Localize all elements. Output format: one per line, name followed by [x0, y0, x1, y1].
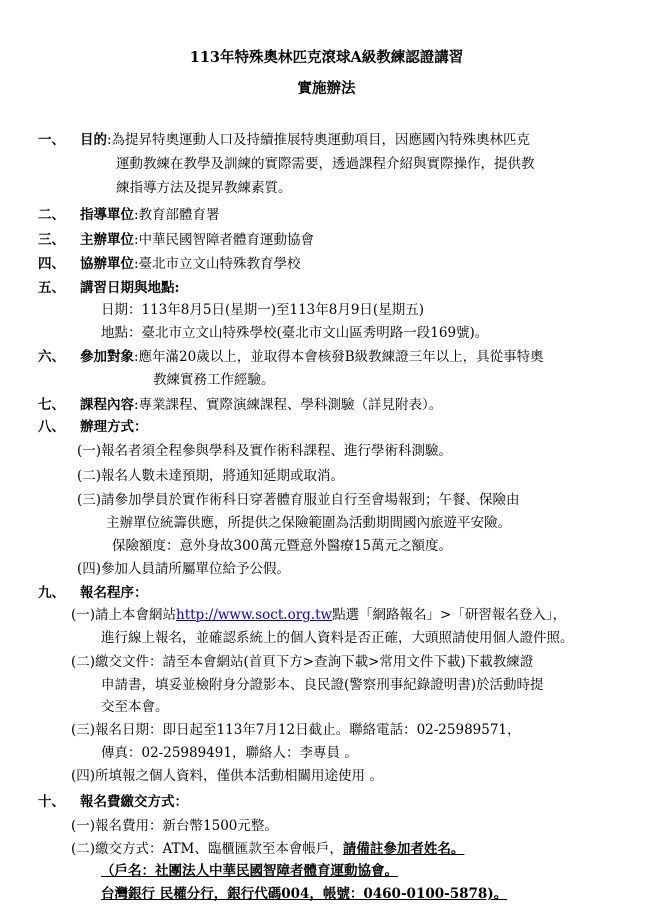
section-9-item-1-line-1	[71, 606, 566, 624]
bank-account-details: 台灣銀行 民權分行，銀行代碼004，帳號：0460-0100-5878)。	[101, 886, 508, 902]
section-8-item-1: (一)報名者須全程參與學科及實作術科課程、進行學術科測驗。	[77, 443, 453, 459]
section-10-item-2-remark: 請備註參加者姓名。	[342, 841, 465, 857]
section-9-item-2-line-3: 交至本會。	[101, 699, 169, 715]
section-5-number: 五、	[38, 280, 65, 296]
page-title: 113年特殊奧林匹克滾球A級教練認證講習	[189, 49, 464, 66]
website-link[interactable]: http://www.soct.org.tw	[176, 607, 333, 623]
section-9-item-3-line-1: (三)報名日期：即日起至113年7月12日截止。聯絡電話：02-25989571，	[71, 722, 521, 738]
section-10-number: 十、	[38, 794, 65, 810]
section-7-number: 七、	[38, 397, 65, 413]
section-2-text: :教育部體育署	[134, 207, 220, 223]
section-8-item-3-line-1: (三)請參加學員於實作術科日穿著體育服並自行至會場報到；午餐、保險由	[77, 492, 520, 508]
section-10-label: 報名費繳交方式：	[80, 794, 188, 810]
section-2-line	[80, 206, 220, 224]
section-8-label: 辦理方式：	[80, 419, 148, 435]
section-5-label: 講習日期與地點	[80, 280, 175, 296]
section-4-number: 四、	[38, 256, 65, 272]
section-10-item-1: (一)報名費用：新台幣1500元整。	[71, 818, 278, 834]
bank-account-name: （戶名：社團法人中華民國智障者體育運動協會。	[101, 863, 398, 879]
page-subtitle: 實施辦法	[297, 80, 356, 97]
section-3-number: 三、	[38, 232, 65, 248]
section-6-line-1	[80, 348, 544, 366]
section-6-number: 六、	[38, 349, 65, 365]
section-8-item-4: (四)參加人員請所屬單位給予公假。	[77, 561, 291, 577]
section-5-heading	[80, 279, 179, 297]
section-9-item-1-suffix: 點選「網路報名」>「研習報名登入」，	[332, 607, 567, 623]
section-7-text: :專業課程、實際演練課程、學科測驗（詳見附表）。	[134, 397, 443, 413]
section-5-place: 地點：臺北市立文山特殊學校(臺北市文山區秀明路一段169號)。	[101, 325, 489, 341]
section-9-item-4: (四)所填報之個人資料，僅供本活動相關用途使用 。	[71, 768, 383, 784]
section-9-number: 九、	[38, 585, 65, 601]
section-1-number: 一、	[38, 132, 65, 148]
section-9-label: 報名程序：	[80, 585, 148, 601]
section-1-label: 目的	[80, 132, 107, 148]
section-6-label: 參加對象	[80, 349, 134, 365]
section-8-item-3-line-3: 保險額度：意外身故300萬元暨意外醫療15萬元之額度。	[112, 538, 452, 554]
section-2-number: 二、	[38, 207, 65, 223]
section-8-item-2: (二)報名人數未達預期，將通知延期或取消。	[77, 468, 345, 484]
section-7-label: 課程內容	[80, 397, 134, 413]
section-1-line-2: 運動教練在教學及訓練的實際需要，透過課程介紹與實際操作，提供教	[116, 156, 535, 172]
section-1-line-3: 練指導方法及提昇教練素質。	[116, 180, 292, 196]
section-2-label: 指導單位	[80, 207, 134, 223]
section-4-label: 協辦單位	[80, 256, 134, 272]
section-9-item-1-prefix: (一)請上本會網站	[71, 607, 177, 623]
section-1-text: :為提昇特奧運動人口及持續推展特奧運動項目，因應國內特殊奧林匹克	[107, 132, 531, 148]
section-5-date: 日期：113年8月5日(星期一)至113年8月9日(星期五)	[101, 302, 424, 318]
section-4-text: :臺北市立文山特殊教育學校	[134, 256, 301, 272]
section-3-text: :中華民國智障者體育運動協會	[134, 232, 315, 248]
section-8-item-3-line-2: 主辦單位統籌供應，所提供之保險範圍為活動期間國內旅遊平安險。	[106, 515, 511, 531]
section-9-item-1-line-2: 進行線上報名，並確認系統上的個人資料是否正確，大頭照請使用個人證件照。	[101, 630, 574, 646]
section-7-line	[80, 396, 442, 414]
section-9-item-2-line-2: 申請書，填妥並檢附身分證影本、良民證(警察刑事紀錄證明書)於活動時提	[101, 677, 544, 693]
section-4-line	[80, 255, 301, 273]
section-5-colon: :	[174, 280, 180, 296]
section-3-label: 主辦單位	[80, 232, 134, 248]
section-6-line-2: 教練實務工作經驗。	[153, 372, 275, 388]
section-10-item-2	[71, 840, 464, 858]
section-6-text: :應年滿20歲以上，並取得本會核發B級教練證三年以上，具從事特奧	[134, 349, 544, 365]
section-8-number: 八、	[38, 419, 65, 435]
section-10-item-2-text: (二)繳交方式：ATM、臨櫃匯款至本會帳戶，	[71, 841, 343, 857]
section-1-line-1	[80, 131, 530, 149]
section-9-item-2-line-1: (二)繳交文件：請至本會網站(首頁下方>查詢下載>常用文件下載)下載教練證	[71, 654, 534, 670]
section-9-item-3-line-2: 傳真：02-25989491，聯絡人：李專員 。	[101, 745, 358, 761]
section-3-line	[80, 231, 314, 249]
